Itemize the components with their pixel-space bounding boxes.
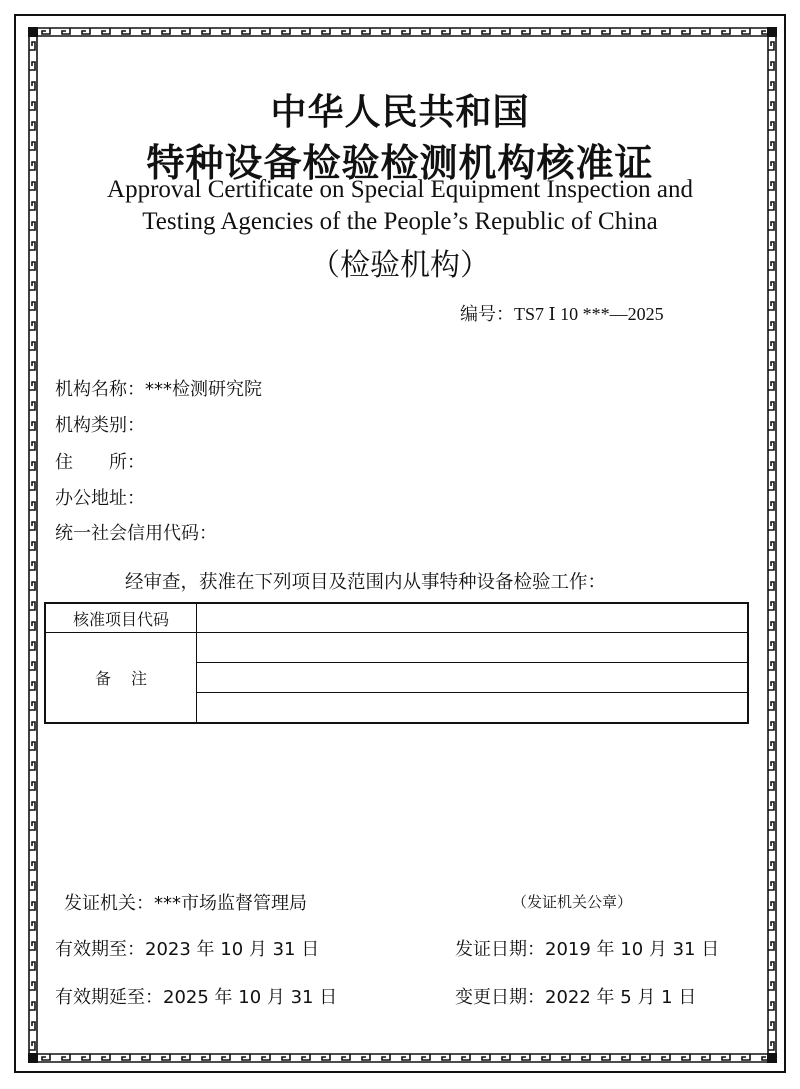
approval-intro-text: 经审查，获准在下列项目及范围内从事特种设备检验工作：	[125, 572, 607, 593]
valid-until-value: 2023 年 10 月 31 日	[145, 939, 320, 960]
field-credit-code	[55, 519, 217, 545]
field-agency-name	[55, 375, 262, 401]
extended-until-value: 2025 年 10 月 31 日	[163, 987, 338, 1008]
table-row-note	[45, 633, 748, 663]
field-agency-category	[55, 411, 145, 437]
subtitle-agency-type: （检验机构）	[310, 248, 490, 283]
border-corner-bottom-left	[28, 1053, 38, 1063]
remarks-label: 备注	[45, 633, 197, 724]
approval-code-value	[197, 603, 749, 633]
remarks-line-2	[197, 663, 749, 693]
valid-until	[55, 935, 319, 961]
extended-until	[55, 983, 337, 1009]
remarks-line-1	[197, 633, 749, 663]
issue-date-value: 2019 年 10 月 31 日	[545, 939, 720, 960]
official-seal-placeholder: （发证机关公章）	[512, 893, 633, 911]
approval-code-label: 核准项目代码	[45, 603, 197, 633]
change-date-value: 2022 年 5 月 1 日	[545, 987, 697, 1008]
field-residence	[55, 448, 145, 474]
certificate-number-value: TS7 Ⅰ 10 ***—2025	[514, 304, 664, 324]
change-date-label: 变更日期：	[455, 987, 545, 1008]
border-corner-top-left	[28, 27, 38, 37]
issue-date-label: 发证日期：	[455, 939, 545, 960]
field-label: 机构名称：	[55, 379, 145, 400]
greek-key-border-bottom	[36, 1053, 770, 1063]
remarks-line-3	[197, 693, 749, 724]
issue-date	[455, 935, 719, 961]
issuing-authority-value: ***市场监督管理局	[154, 893, 307, 914]
title-country: 中华人民共和国	[270, 92, 530, 133]
title-certificate: 特种设备检验检测机构核准证	[146, 141, 654, 185]
approval-table	[44, 602, 749, 724]
extended-until-label: 有效期延至：	[55, 987, 163, 1008]
issuing-authority-label: 发证机关：	[64, 893, 154, 914]
certificate-number	[460, 300, 664, 326]
title-english-line1: Approval Certificate on Special Equipment Inspection and	[107, 176, 693, 203]
table-row-code	[45, 603, 748, 633]
field-label: 统一社会信用代码：	[55, 523, 217, 544]
title-english-line2: Testing Agencies of the People’s Republic of China	[142, 208, 658, 235]
greek-key-border-top	[36, 27, 770, 37]
field-office-address	[55, 484, 145, 510]
field-label: 住 所：	[55, 452, 145, 473]
border-corner-top-right	[767, 27, 777, 37]
field-label: 机构类别：	[55, 415, 145, 436]
field-value: ***检测研究院	[145, 379, 262, 400]
change-date	[455, 983, 696, 1009]
border-corner-bottom-right	[767, 1053, 777, 1063]
certificate-number-label: 编号：	[460, 304, 514, 325]
valid-until-label: 有效期至：	[55, 939, 145, 960]
field-label: 办公地址：	[55, 488, 145, 509]
issuing-authority	[64, 889, 307, 915]
